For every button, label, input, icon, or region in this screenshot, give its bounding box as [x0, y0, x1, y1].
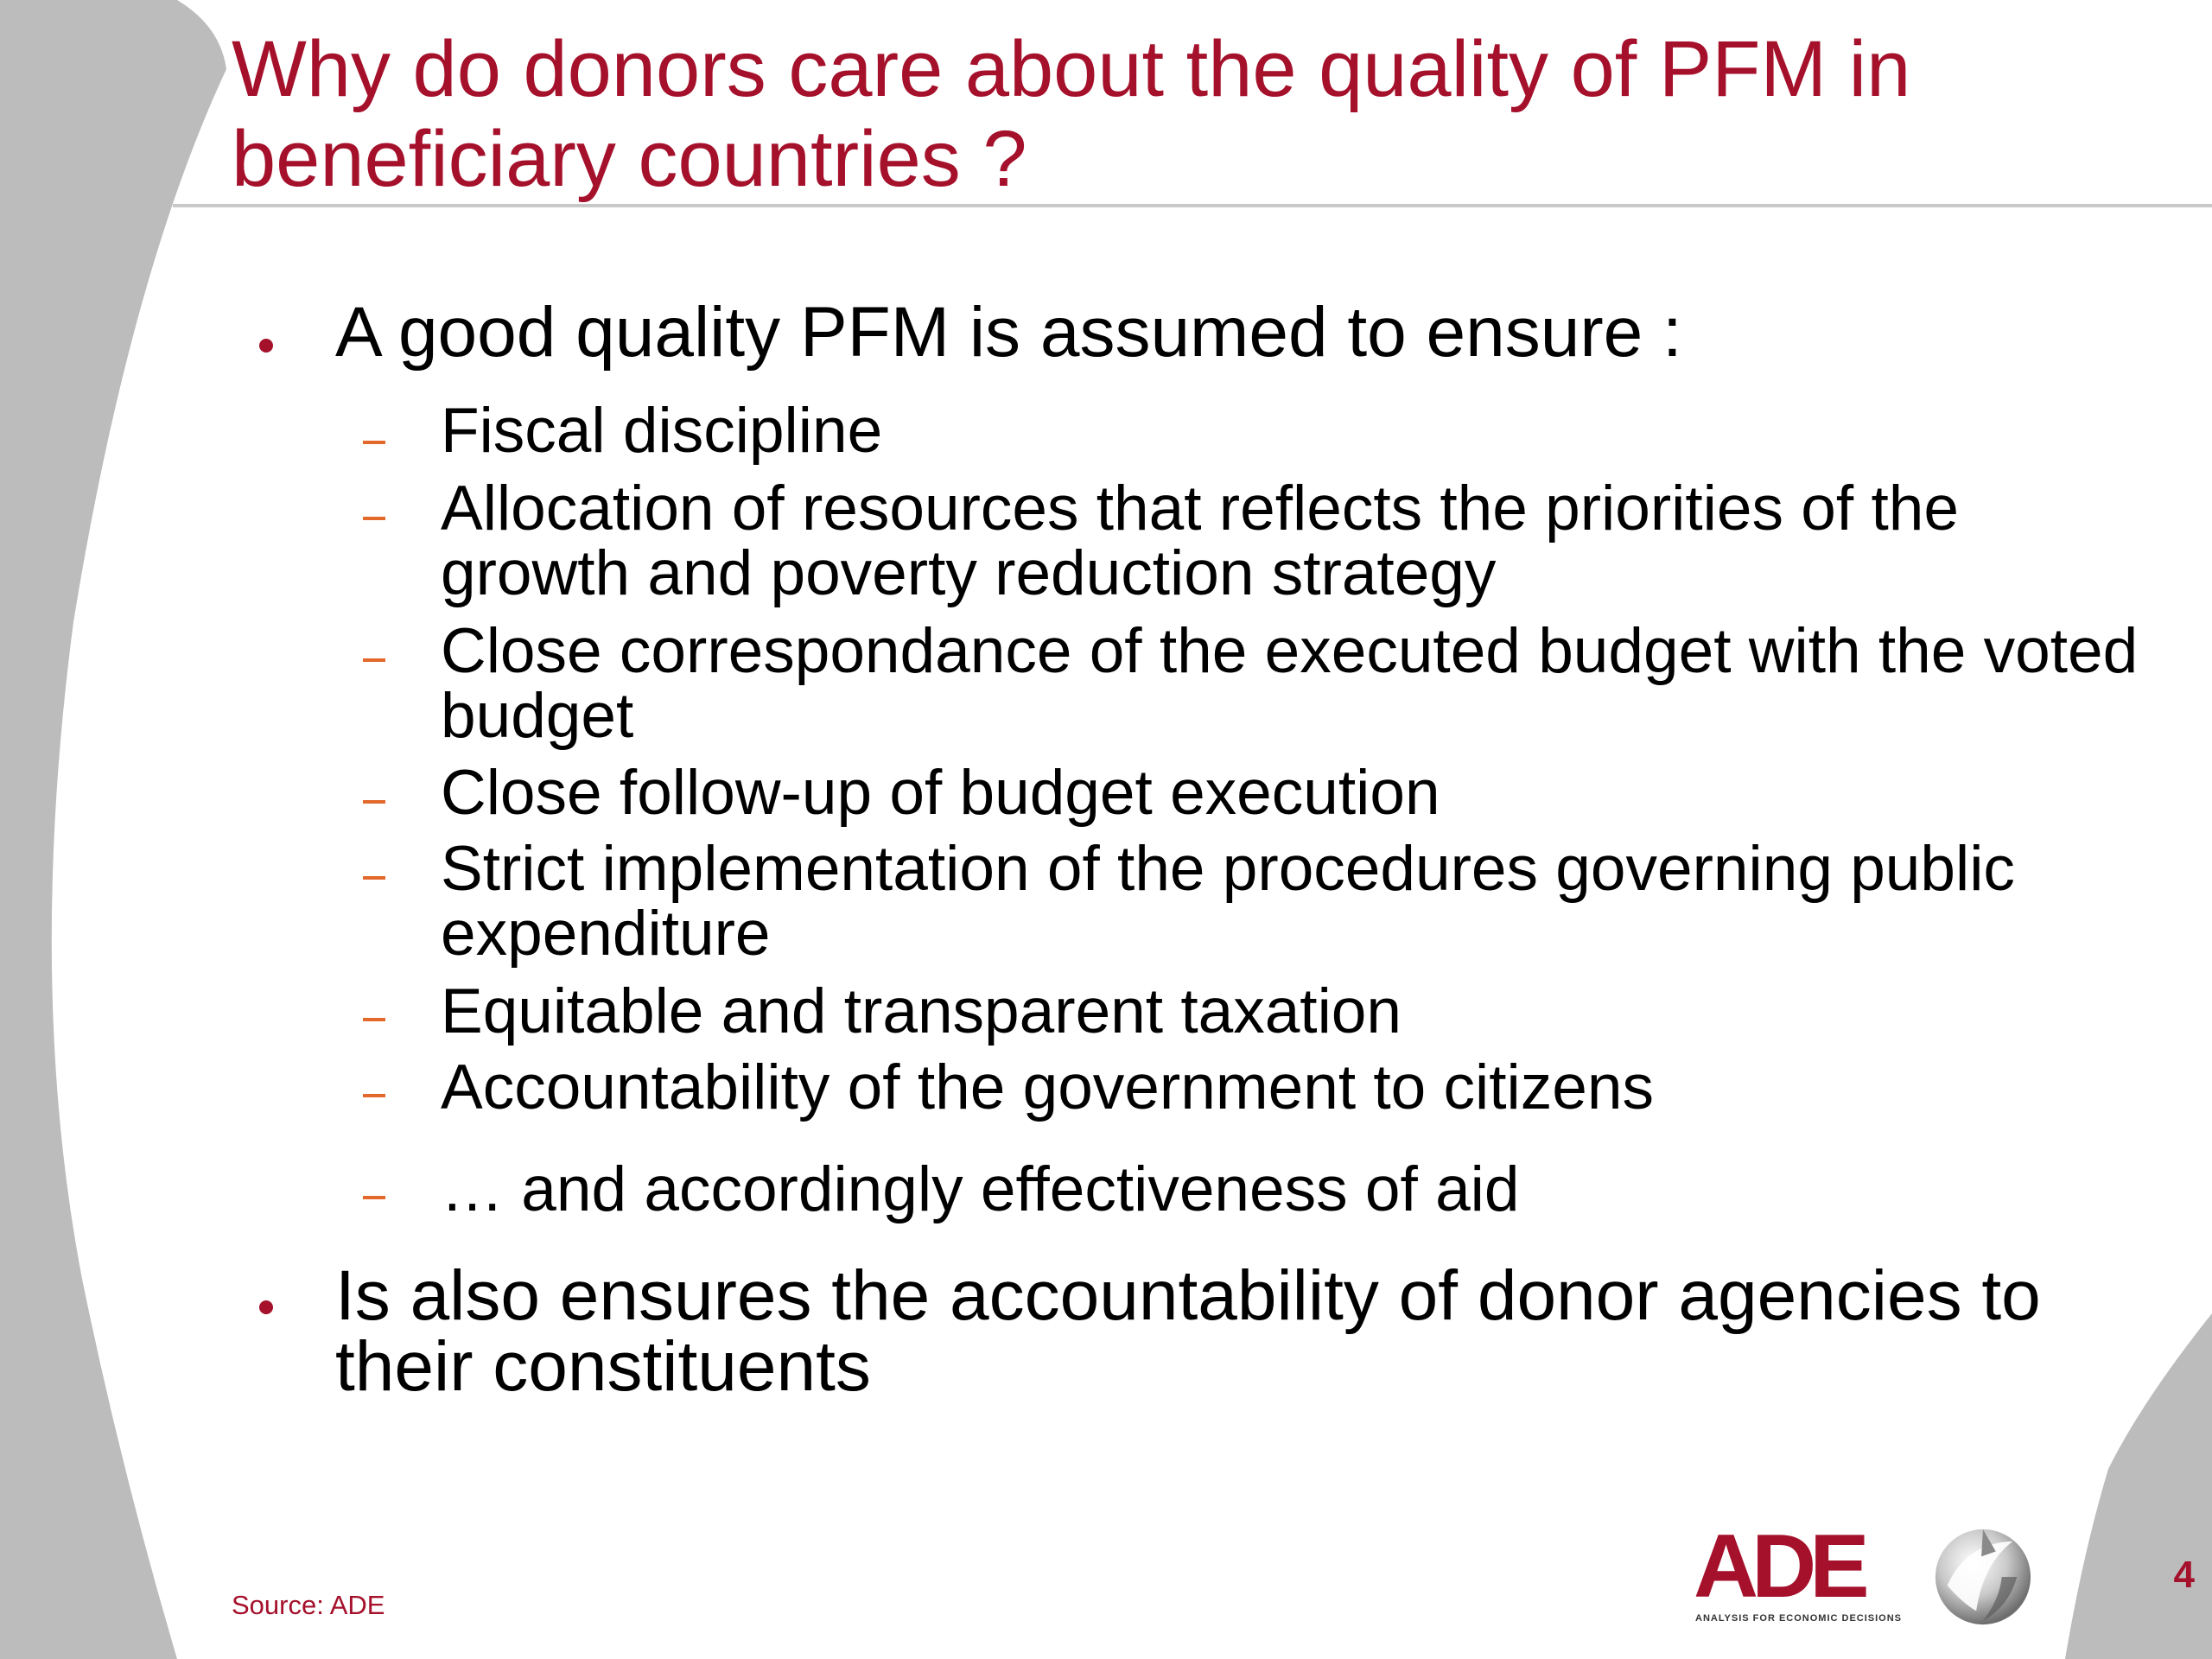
dash-icon: [363, 517, 385, 520]
sub-item-6: Equitable and transparent taxation: [441, 976, 1402, 1046]
logo-wordmark: ADE: [1694, 1516, 1863, 1617]
source-note: Source: ADE: [232, 1590, 385, 1620]
sub-item-4: Close follow-up of budget execution: [441, 758, 1440, 828]
dash-icon: [363, 441, 385, 444]
dash-icon: [363, 800, 385, 804]
dash-icon: [363, 658, 385, 662]
bullet-icon: [259, 1300, 273, 1314]
page-number: 4: [2173, 1554, 2195, 1596]
bullet-icon: [259, 339, 273, 353]
sub-item-7: Accountability of the government to citizens: [441, 1052, 1654, 1122]
bullet-1: A good quality PFM is assumed to ensure :: [335, 293, 1682, 372]
bullet-2: Is also ensures the accountability of donor agencies to their constituents: [335, 1256, 2041, 1406]
logo-tagline: ANALYSIS FOR ECONOMIC DECISIONS: [1695, 1613, 1903, 1624]
dash-icon: [363, 876, 385, 880]
sub-item-8: … and accordingly effectiveness of aid: [441, 1154, 1520, 1224]
dash-icon: [363, 1196, 385, 1199]
globe-icon: [1932, 1526, 2034, 1628]
dash-icon: [363, 1094, 385, 1097]
sub-item-1: Fiscal discipline: [441, 396, 883, 466]
dash-icon: [363, 1018, 385, 1021]
sub-item-5: Strict implementation of the procedures governing public expenditure: [441, 834, 2015, 969]
ade-logo: [1685, 1516, 2039, 1631]
sub-item-2: Allocation of resources that reflects the priorities of the growth and poverty reduction strategy: [441, 474, 1959, 608]
sub-item-3: Close correspondance of the executed budget with the voted budget: [441, 616, 2139, 751]
slide-title: Why do donors care about the quality of PFM in beneficiary countries ?: [232, 25, 1911, 203]
